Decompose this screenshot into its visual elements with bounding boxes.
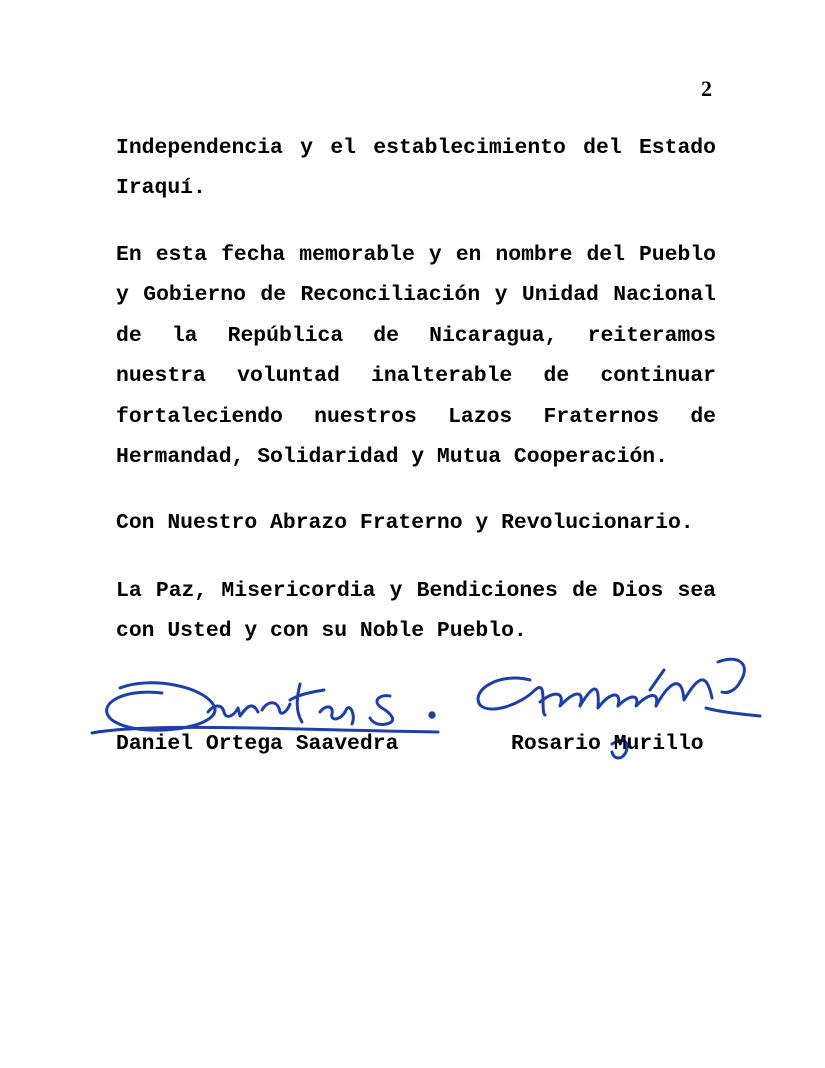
signatory-name-right: Rosario Murillo xyxy=(511,732,704,756)
signature-left xyxy=(92,683,438,733)
signatory-name-left: Daniel Ortega Saavedra xyxy=(116,732,399,756)
page-number: 2 xyxy=(701,76,712,101)
paragraph-2: En esta fecha memorable y en nombre del Pueblo y Gobierno de Reconciliación y Unidad Nacional de la República de Nicaragua, reiteramos nuestra voluntad inalterable de continuar fortaleciendo nuestros Lazos Fraternos de Hermandad, Solidaridad y Mutua Cooperación. xyxy=(116,243,716,470)
paragraph-3: Con Nuestro Abrazo Fraterno y Revolucionario. xyxy=(116,511,694,535)
paragraph-4: La Paz, Misericordia y Bendiciones de Dios sea con Usted y con su Noble Pueblo. xyxy=(116,579,716,644)
paragraph-1: Independencia y el establecimiento del Estado Iraquí. xyxy=(116,136,716,201)
